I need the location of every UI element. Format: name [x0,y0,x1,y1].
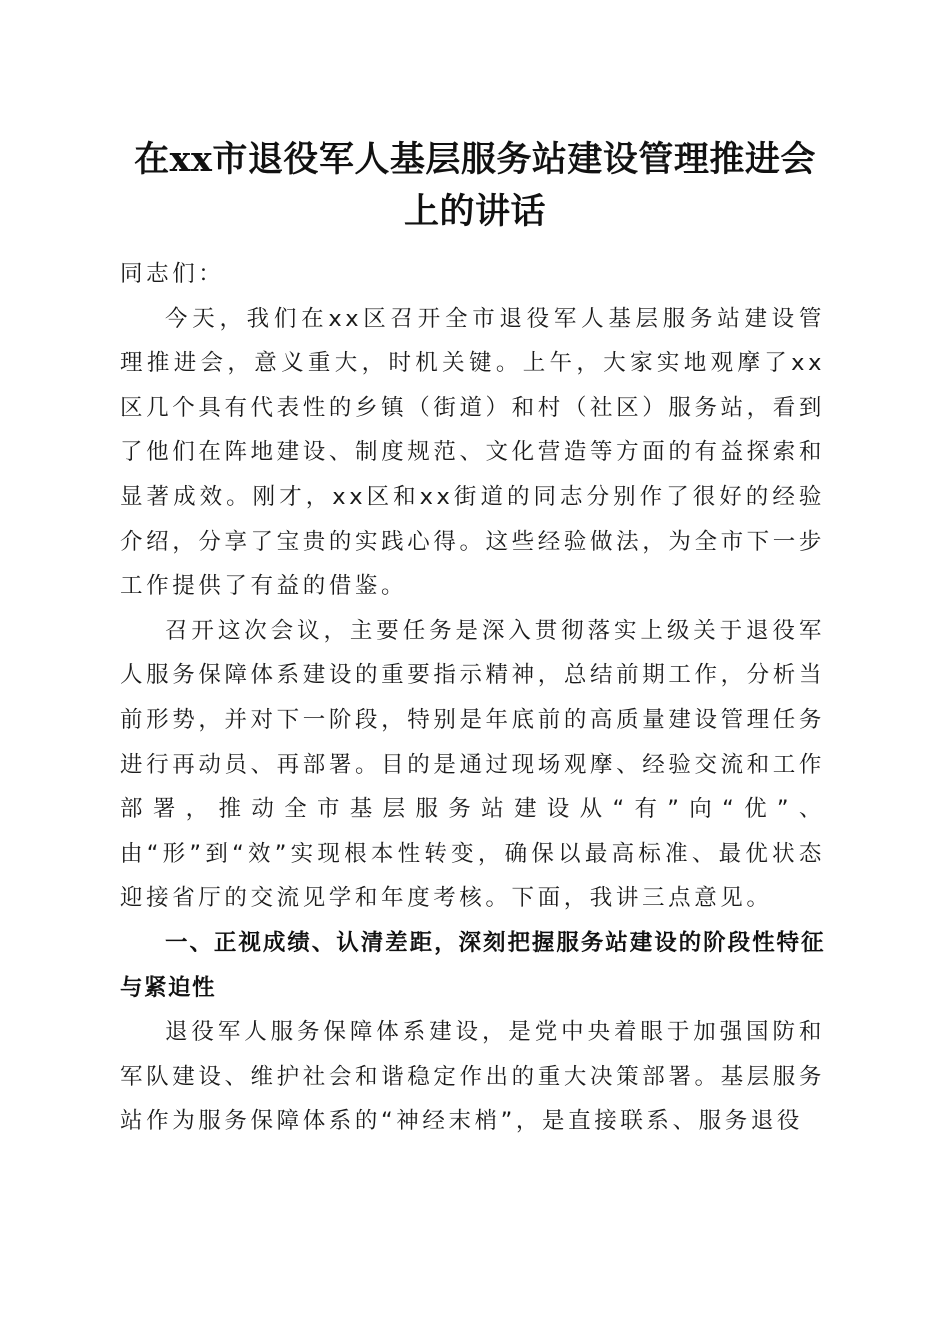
salutation: 同志们： [120,261,225,287]
title-line-2: 上的讲话 [403,191,546,232]
section-1-paragraph: 退役军人服务保障体系建设，是党中央着眼于加强国防和军队建设、维护社会和谐稳定作出的重大决策部署。基层服务站作为服务保障体系的“神经末梢”，是直接联系、服务退役 [120,1019,825,1135]
paragraph-opening: 今天，我们在xx区召开全市退役军人基层服务站建设管理推进会，意义重大，时机关键。上午，大家实地观摩了xx区几个具有代表性的乡镇（街道）和村（社区）服务站，看到了他们在阵地建设、制度规范、文化营造等方面的有益探索和显著成效。刚才，xx区和xx街道的同志分别作了很好的经验介绍，分享了宝贵的实践心得。这些经验做法，为全市下一步工作提供了有益的借鉴。 [120,305,825,600]
paragraph-purpose: 召开这次会议，主要任务是深入贯彻落实上级关于退役军人服务保障体系建设的重要指示精神，总结前期工作，分析当前形势，并对下一阶段，特别是年底前的高质量建设管理任务进行再动员、再部署。目的是通过现场观摩、经验交流和工作部署，推动全市基层服务站建设从“有”向“优”、由“形”到“效”实现根本性转变，确保以最高标准、最优状态迎接省厅的交流见学和年度考核。下面，我讲三点意见。 [120,617,825,912]
title-line-1: 在xx市退役军人基层服务站建设管理推进会 [134,139,816,180]
document-title [110,134,840,238]
document-body [120,252,825,1144]
section-heading-1: 一、正视成绩、认清差距，深刻把握服务站建设的阶段性特征与紧迫性 [120,929,825,1001]
